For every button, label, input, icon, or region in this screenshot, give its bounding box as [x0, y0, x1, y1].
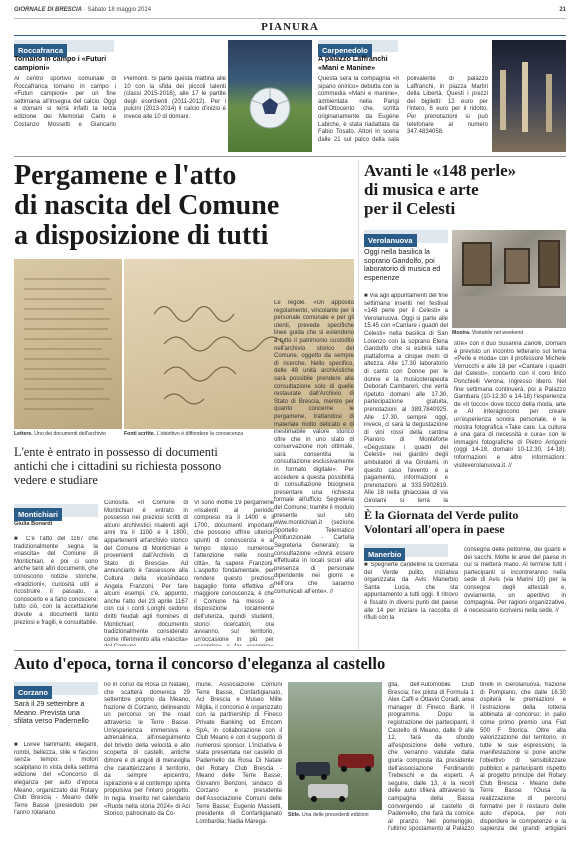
- brief-title: Tornano in campo i «Futuri campioni»: [14, 54, 107, 72]
- right-headline: Avanti le «148 perle» di musica e arte per il Celesti: [364, 161, 517, 218]
- location-tag: Corzano: [14, 686, 52, 699]
- issue-date: · Sabato 18 maggio 2024: [83, 7, 152, 13]
- main-col-1b: Curiosità. «Il Comune di Montichiari è entrato in possesso nei preziosi scritti di alcuni archivistici risalenti agli anni tra il 1100 e il 1800, appartenenti all'archivio storico del Comune di Montichiari e provenienti dall'Archivio di Stato di Brescia». Ad annunciarlo è l'assessore alla Cultura della vicesindaco Angela Franzoni. Per fare alcuni esempi, c'è, appunto, anche l'atto del 23 aprile 1167 con cui i conti Longhi cedono diritti feudali agli homines di Montichiari; documento tradizionalmente considerato come riferimento alla «nascita»: [104, 500, 188, 643]
- location-tag: Roccafranca: [14, 44, 67, 57]
- bottom-col-2: no in corso da Rosa Di Natale), che scatterà domenica 29 settembre proprio da Meano, frazione di Corzano, delineando un percorso on the road attraverso le Terre Basse. Un'esperienza immersiva e adrenalinica, all'inseguimento del brivido della velocità e allo scoperta di castelli, antiche dimore e di angoli di meraviglia che caratterizzano il territorio, da sempre epicentro, ispirazione e al contempo spinta propulsiva per l'intero progetto. In regia. Inserito nel calendario «Ruote nella storia 2024» di Aci Storico, patrocinato da Co-: [104, 682, 190, 818]
- main-col-2: Vi sono inoltre 19 pergamene «risalenti al periodo compreso tra il 1400 e il 1700, documenti importanti che possono offrire ulteriori spunti di conoscenza e al tempo stesso numerose l'attenzione nelle nostra città», fa sapere Franzoni. L'aspetto fondamentale, per rendere questo prezioso bagaglio fonte effettiva di maggiore conoscenza, è che il Comune ha messo a disposizione localmente dell'utenza, quindi studenti, storici ricercatori, ora avvianno, sul territorio, un'occasione in più per: [194, 500, 274, 643]
- main-tag-band: [14, 504, 98, 517]
- soccer-ball-icon: [228, 40, 312, 152]
- bottom-col-1: ■ Livree fiammanti, eleganti, rombi, bellezza, stile e fascino senza tempo: i motori scalpitano in vista della settima edizione del «Concorso di eleganza per auto d'epoca Meano, organizzato dal Rotary Club Brescia - Meano delle Terre Basse (presieduto per l'anno rotariano: [14, 742, 98, 817]
- bottom-col-5: tinelli in Gerolanuova, frazione di Pompiano, che dalle 16.30 ospiterà le premiazioni e l'estrazione della lotteria abbinata al concorso: in palio come primo premio una Fiat 500 F Storica. Oltre alla valorizzazione del territorio, in tutte le sue espressioni, la manifestazione si pone anche l'obiettivo di sensibilizzare pubblico e partecipanti rispetto al progetto principe del Rotary Club Brescia - Meano delle Terre Basse: l'Ousa la realizzazione di percorsi formativi per il restauro delle auto d'epoca, per non disperdere le competenze e la sapienza dei grandi artigiani: [480, 682, 566, 833]
- car-photo: [288, 682, 382, 810]
- section-title: PIANURA: [261, 21, 319, 33]
- page-number: 21: [559, 7, 566, 13]
- author: Giulia Bonardi: [14, 521, 53, 527]
- brief-title: A palazzo Laffranchi «Mani e Manine»: [318, 54, 388, 72]
- bottom-col-4: glia, dell'Automobile Club Brescia; l'ex pilota di Formula 1 Alex Caffi e Ottavio Coradi, area manager di Fineco Bank. Il programma. Dopo la registrazione dei partecipanti, il Castello di Meano, dalle 9 alle 12, farà da sfondo all'esposizione delle vetture, che verranno valutate dalla giuria composta da presidente dell'associazione Ferdinando Trebeschi e da esperti. A seguire, dalle 13, è la recoll delle auto sfilerà attraverso la campagna della Bassa convergendo al castello di Padernello, che farà da cornice al pranzo. Nel pomeriggio, l'ultimo spostamento al Palazzo: [388, 682, 474, 833]
- bottom-headline: Auto d'epoca, torna il concorso d'eleganza al castello: [14, 654, 386, 673]
- photo-caption-2: Fonti scritte. L'obiettivo è diffondere la conoscenza: [124, 431, 244, 437]
- main-headline: Pergamene e l'atto di nascita del Comune a disposizione di tutti: [14, 160, 280, 251]
- car-caption: Stile. Una delle precedenti edizioni: [288, 812, 369, 818]
- location-tag: Carpenedolo: [318, 44, 372, 57]
- verde-tag-band: [364, 544, 448, 557]
- location-tag: Manerbio: [364, 548, 405, 561]
- right-col-1: ■ Via agli appuntamenti del fine settimana inseriti nel festival «148 perle per il Celesti» a Verolanuova. Oggi si parte alle 15.45 con «Cantare i quadri del Celesti» nella basilica di San Lorenzo con la soprano Elena Gandolfo che si esibirà sulla piattaforma a cinque metri di altezza. Alle 17.30 laboratorio di canto con Donne per le donne e la musicoterapeuta Deborah Cambareri, che verrà ripetuto domani alle 17.30, partecipazione gratuita, prenotazioni al 389.7840925. Alle 17.30, sempre oggi, invece, ci sarà la degustazione di vini rossi della cantina Pianoro di Monteforte «Degustare i quadri del Celesti» nei giardini degli ambulatori di via Girolami, in questo caso l'evento è a pagamento, informazioni e prenotazioni al 333.5902819. Alle 18 nella ghiacciaia di via Girolami si terrà la: [364, 293, 448, 503]
- right-subtitle: Oggi nella basilica la soprano Gandolfo, poi laboratorio di musica ed esperienze: [364, 247, 441, 282]
- main-col-3: Le regole. «Un apposito regolamento, vincolante per il personale comunale e per gli utenti, prevede specifiche linee guida che si estendono a tutto il patrimonio custodito nell'archivio storico del Comune, oggetto da sempre di ricerche. Nello specifico, delle 48 unità archivistiche sarà possibile prendere alla consultazione solo di quelle restaurate dall'Archivio di Stato di Brescia, mentre per quanto concerne le pergamene, trattandosi di materiale molto delicato e di inestimabile valore storico oltre che in uno stato di conservazione non ottimale, sarà consentita la consultazione esclusivamente in formato digitale». Per accedere a questa possibilità di consultazione bisognerà presentare una richiesta formale all'ufficio Segreteria del Comune; tramite il modulo presente sul sito www.montichiari.it (sezione Sportello Telematico Polifunzionale - Cartella Segreteria Generale); la consultazione «dovrà essere effettuata in locali sicuri alla presenza di personale dipendente nei giorni e nell'ora che saranno comunicati all'ente». //: [274, 300, 354, 595]
- gallery-caption: Mostra. Visitabile nel weekend: [452, 330, 524, 336]
- main-col-1: ■ C'è l'atto del 1167 che tradizionalmente segna la «nascita» del Comune di Montichiari, e poi ci sono anche tanti altri documenti, che conoscono notizie storiche, «tradizioni», curiosità utili a ricostruire il passato, a conoscerlo e a farlo conoscere: tutto ciò, con la accettazione dovute a documenti tanto preziosi e fragili, è consultabile.: [14, 536, 98, 626]
- location-tag: Verolanuova: [364, 234, 417, 247]
- right-col-2: stre» con il duo Susanna Zanolli, Domani è previsto un incontro letterario sul tema «Perle e moda» con il professore Michele Verrucchi e alle 18 per «Cantare i quadri del Celesti», concerto con il coro lirico Ponchielli Verona, ingresso libero. Nel fine settimana continuerà, poi a Palazzo Gambara (10-12.30 e 14-18) l'esperienza de «Il tocco» dove tocco della moda, arte e AI interagiscono per creare un'esperienza sonora personale, e la mostra fotografica «Take care. La cultura è una gara di necessità e cura» con le immagini fotografiche di Pietro Arrigoni (oggi 14-18, domani 10-12.30, 14-18). Informazioni e altre informazioni: visiteverolanuova.it. //: [454, 341, 566, 469]
- brief-text: Al centro sportivo comunale di Roccafranca tornano in campo i «Futuri campioni» per un fine settimana all'insegna del calcio. Oggi e domani si terrà infatti la terza edizione dei Memorial Carlo e Costanzo Mossetti e Giancarlo Piemonti. Si parte questa mattina alle 10 con la sfida dei piccoli talenti (classi 2015-2016), alle 17 le partite degli esordienti (2011-2012). Per i pulcini (2013-2014) il calcio d'inizio è invece alle 10 di domani.: [14, 76, 226, 128]
- main-subtitle: L'ente è entrato in possesso di documenti antichi che i cittadini su richiesta possono vedere e studiare: [14, 445, 222, 487]
- photo-caption-1: Lettere. Uno dei documenti dell'archivio: [14, 431, 106, 437]
- header-rule: [14, 18, 566, 19]
- brief-text: Questa sera la compagnia «Il sipario onirico» debutta con la commedia «Mani e manine», ambientata nella Parigi dell'Ottocento che, scritta originariamente da Eugène Labiche, è stata riadattata da Fabio Tosato. Attori in scena dalle 21 sul palco della sala polivalente di palazzo Laffranchi, in piazza Martiri della Libertà. Questi i prezzi dei biglietti: 12 euro per l'intero, 8 euro per il ridotto. Per prenotazioni si può telefonare al numero 347.4834058.: [318, 76, 488, 143]
- verde-headline: È la Giornata del Verde pulito Volontari all'opera in paese: [364, 508, 519, 536]
- section-rule: [14, 35, 566, 36]
- verde-col-2: consegna delle pettorine, dei guanti e dei sacchi. Molte le aree del paese in cui si metterà mano. Al termine tutti i partecipanti si incontreranno nella sede di Avis (via Marini 10) per la consegna degli attestati e, ovviamente, un aperitivo in compagnia. Per ragioni organizzative, è necessario iscriversi nella sede. //: [464, 547, 566, 614]
- right-tag-band: [364, 230, 448, 243]
- parchment-photo-1: [14, 259, 122, 429]
- brief-carpenedolo: [318, 40, 488, 152]
- soccer-photo: [228, 40, 312, 152]
- brief-roccafranca: [14, 40, 226, 152]
- verde-col-1: ■ Spegnerte candeline la Giornata del Verde pulito, iniziativa organizzata da Avis Manerbio Santa Lucia, che sta appuntamento a tutti oggi. Il ritrovo è fissato in diversi punti del paese alle 14 per iniziare la raccolta di rifiuti con la: [364, 562, 458, 622]
- bottom-col-3: mune, Associazione Comuni Terre Basse, Confartigianato, Aci Brescia e Museo Mille Miglia, il concorso è organizzato con la partnership di Fineco Private Banking ed Emcom SpA, in collaborazione con il Club Meano e con il supporto di numerosi sponsor. L'iniziativa è stata presentata nel castello di Padernello da Rosa Di Natale del Rotary Club Brescia - Meano delle Terre Basse; Giovanni Benzoni, sindaco di Corzano e presidente dell'Associazione Comuni delle Terre Basse; Eugenio Massetti, presidente di Confartigianato Lombardia; Nadia Marega-: [196, 682, 282, 825]
- bottom-subtitle: Sarà il 29 settembre a Meano. Prevista una sfilata verso Padernello: [14, 699, 89, 726]
- theatre-photo: [492, 40, 566, 152]
- gallery-photo: [452, 230, 566, 328]
- bottom-tag-band: [14, 682, 98, 695]
- location-tag: Montichiari: [14, 508, 62, 521]
- paper-name: GIORNALE DI BRESCIA: [14, 7, 83, 13]
